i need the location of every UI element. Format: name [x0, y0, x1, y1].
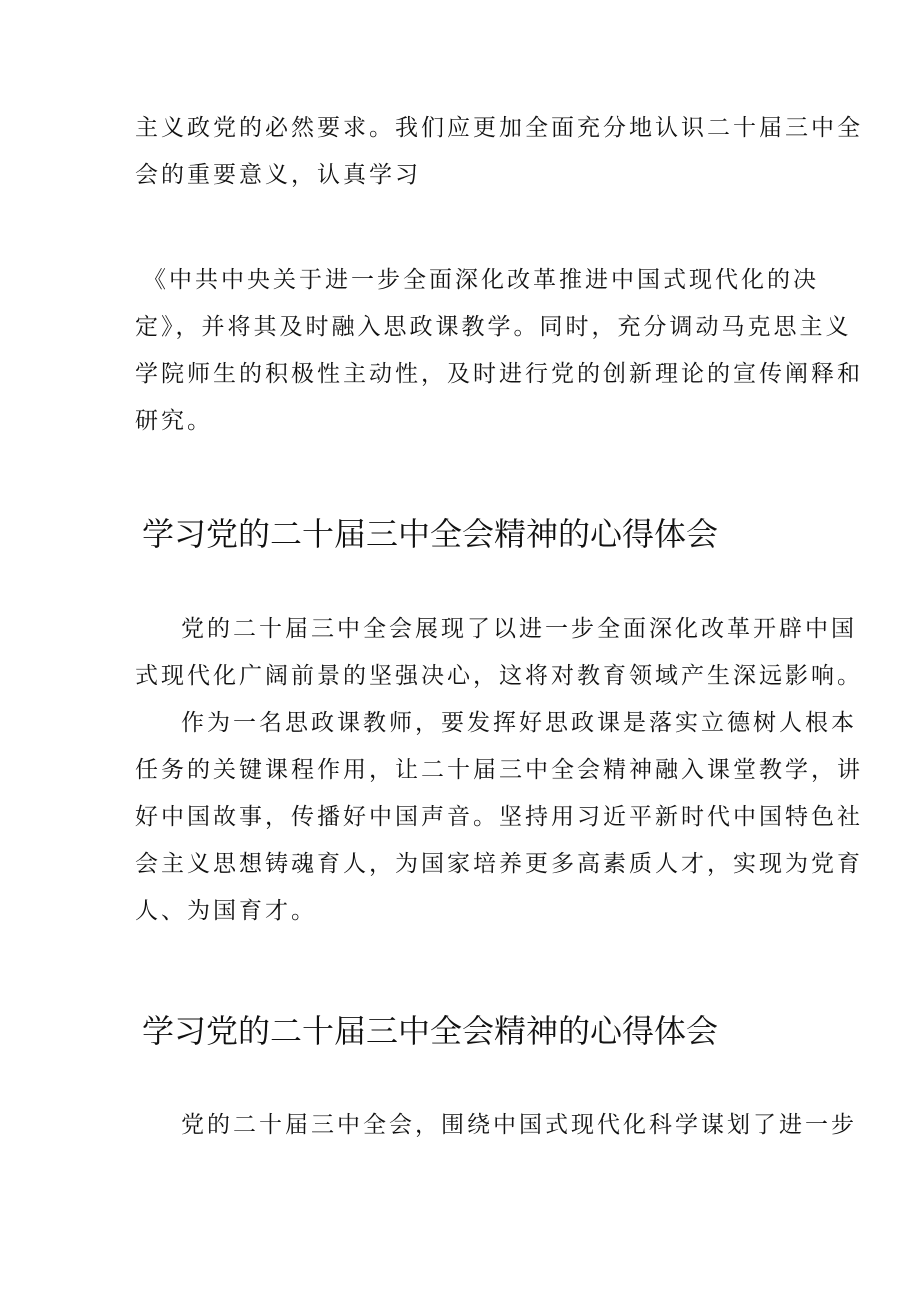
paragraph-line: 作为一名思政课教师，要发挥好思政课是落实立德树人根本: [181, 710, 857, 736]
paragraph-line: 学院师生的积极性主动性，及时进行党的创新理论的宣传阐释和: [135, 361, 863, 387]
body-paragraph: [135, 257, 863, 445]
paragraph-line: 会的重要意义，认真学习: [135, 162, 421, 188]
section-heading: 学习党的二十届三中全会精神的心得体会: [142, 1012, 719, 1050]
paragraph-line: 好中国故事，传播好中国声音。坚持用习近平新时代中国特色社: [135, 804, 863, 830]
paragraph-line: 人、为国育才。: [135, 898, 317, 924]
body-paragraph: [135, 1102, 857, 1149]
paragraph-line: 会主义思想铸魂育人，为国家培养更多高素质人才，实现为党育: [135, 851, 863, 877]
body-paragraph: [135, 700, 863, 935]
section-heading: 学习党的二十届三中全会精神的心得体会: [142, 515, 719, 553]
body-paragraph: [135, 105, 863, 199]
paragraph-line: 任务的关键课程作用，让二十届三中全会精神融入课堂教学，讲: [135, 757, 863, 783]
paragraph-line: 党的二十届三中全会展现了以进一步全面深化改革开辟中国: [181, 616, 857, 642]
paragraph-line: 党的二十届三中全会，围绕中国式现代化科学谋划了进一步: [181, 1112, 857, 1138]
paragraph-line: 《中共中央关于进一步全面深化改革推进中国式现代化的决: [143, 267, 819, 293]
paragraph-line: 研究。: [135, 408, 213, 434]
paragraph-line: 式现代化广阔前景的坚强决心，这将对教育领域产生深远影响。: [135, 663, 863, 689]
paragraph-line: 主义政党的必然要求。我们应更加全面充分地认识二十届三中全: [135, 115, 863, 141]
paragraph-line: 定》，并将其及时融入思政课教学。同时，充分调动马克思主义: [135, 314, 852, 340]
body-paragraph: [135, 606, 863, 700]
